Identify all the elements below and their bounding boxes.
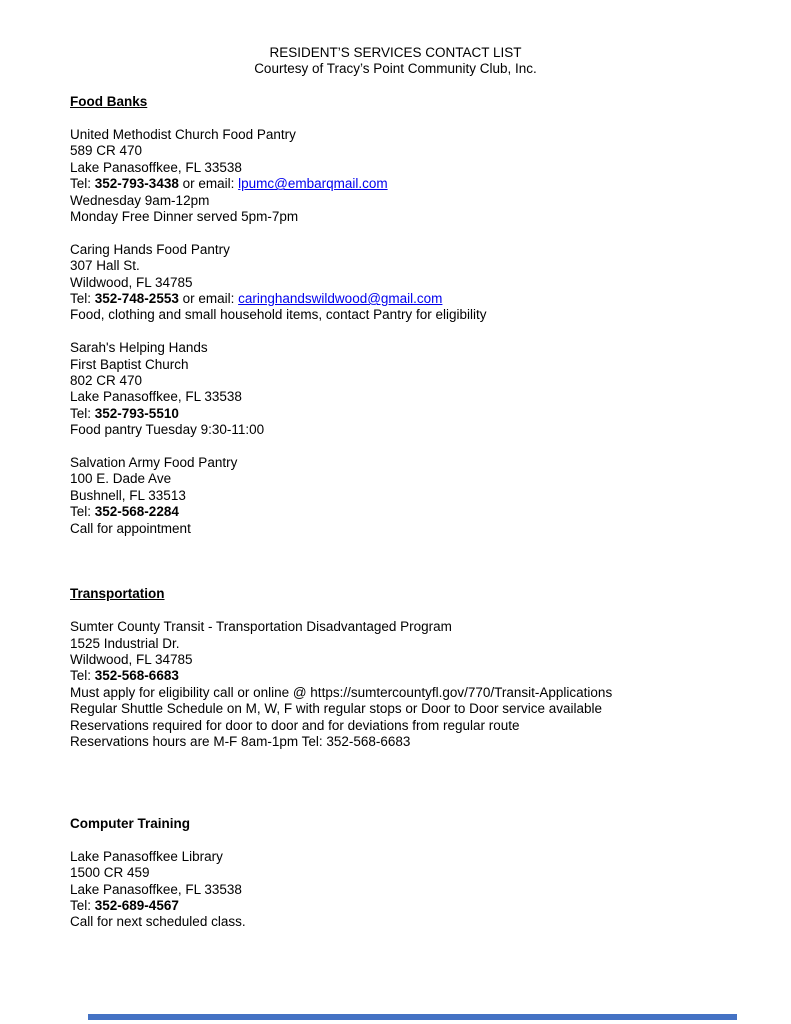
section-heading-food-banks: Food Banks	[70, 94, 148, 110]
entry-line	[70, 193, 721, 209]
phone-number: 352-793-3438	[94, 176, 179, 192]
text-run: Tel:	[70, 668, 95, 684]
entry-line	[70, 488, 721, 504]
entry-line	[70, 619, 721, 635]
text-run: or email:	[178, 176, 239, 192]
text-run: Reservations required for door to door and for deviations from regular route	[70, 717, 520, 733]
text-run: Wildwood, FL 34785	[70, 651, 193, 667]
page-subtitle: Courtesy of Tracy’s Point Community Club, Inc.	[254, 61, 537, 77]
text-run: Bushnell, FL 33513	[70, 487, 186, 503]
text-run: Call for next scheduled class.	[70, 914, 246, 930]
text-run: Tel:	[70, 897, 95, 913]
contact-entry	[70, 242, 721, 324]
section-transportation	[70, 554, 721, 751]
text-run: Food pantry Tuesday 9:30-11:00	[70, 422, 265, 438]
section-heading-transportation: Transportation	[70, 586, 165, 602]
text-run: Lake Panasoffkee, FL 33538	[70, 159, 242, 175]
text-run: Call for appointment	[70, 520, 191, 536]
text-run: 307 Hall St.	[70, 258, 140, 274]
contact-entry	[70, 340, 721, 438]
document-body	[70, 94, 721, 931]
entry-line	[70, 143, 721, 159]
entry-line	[70, 471, 721, 487]
entry-line	[70, 357, 721, 373]
phone-number: 352-568-6683	[94, 668, 179, 684]
text-run: Sarah's Helping Hands	[70, 340, 208, 356]
entry-line	[70, 898, 721, 914]
entry-line	[70, 652, 721, 668]
text-run: 802 CR 470	[70, 373, 143, 389]
email-link[interactable]: caringhandswildwood@gmail.com	[238, 291, 443, 307]
contact-entry	[70, 619, 721, 750]
contact-entry	[70, 849, 721, 931]
text-run: Must apply for eligibility call or online @ https://sumtercountyfl.gov/770/Transit-Applications	[70, 684, 613, 700]
entry-line	[70, 275, 721, 291]
text-run: Lake Panasoffkee, FL 33538	[70, 389, 242, 405]
text-run: 589 CR 470	[70, 143, 143, 159]
entry-line	[70, 865, 721, 881]
text-run: Tel:	[70, 405, 95, 421]
phone-number: 352-748-2553	[94, 291, 179, 307]
entry-line	[70, 242, 721, 258]
entry-line	[70, 373, 721, 389]
text-run: Caring Hands Food Pantry	[70, 241, 230, 257]
text-run: Lake Panasoffkee, FL 33538	[70, 881, 242, 897]
entry-line	[70, 849, 721, 865]
text-run: Monday Free Dinner served 5pm-7pm	[70, 209, 299, 225]
text-run: Regular Shuttle Schedule on M, W, F with regular stops or Door to Door service available	[70, 701, 602, 717]
entry-line	[70, 340, 721, 356]
entry-line	[70, 504, 721, 520]
text-run: Food, clothing and small household items, contact Pantry for eligibility	[70, 307, 487, 323]
text-run: Sumter County Transit - Transportation Disadvantaged Program	[70, 619, 452, 635]
text-run: United Methodist Church Food Pantry	[70, 127, 296, 142]
text-run: 100 E. Dade Ave	[70, 471, 172, 487]
entry-line	[70, 636, 721, 652]
phone-number: 352-793-5510	[94, 405, 179, 421]
text-run: Salvation Army Food Pantry	[70, 455, 238, 471]
contact-entry	[70, 127, 721, 225]
text-run: Wildwood, FL 34785	[70, 274, 193, 290]
entry-line	[70, 307, 721, 323]
section-heading-computer-training: Computer Training	[70, 815, 191, 831]
entry-line	[70, 258, 721, 274]
text-run: Tel:	[70, 504, 95, 520]
phone-number: 352-689-4567	[94, 897, 179, 913]
entry-line	[70, 209, 721, 225]
entry-line	[70, 701, 721, 717]
email-link[interactable]: lpumc@embarqmail.com	[238, 176, 388, 192]
text-run: 1525 Industrial Dr.	[70, 635, 180, 651]
text-run: 1500 CR 459	[70, 865, 150, 881]
section-computer-training	[70, 767, 721, 931]
entry-line	[70, 734, 721, 750]
document-header	[70, 45, 721, 78]
entry-line	[70, 914, 721, 930]
entry-line	[70, 406, 721, 422]
page-title: RESIDENT’S SERVICES CONTACT LIST	[269, 45, 522, 60]
entry-line	[70, 176, 721, 192]
entry-line	[70, 160, 721, 176]
entry-line	[70, 127, 721, 143]
entry-line	[70, 455, 721, 471]
phone-number: 352-568-2284	[94, 504, 179, 520]
text-run: Lake Panasoffkee Library	[70, 848, 223, 864]
text-run: or email:	[178, 291, 239, 307]
entry-line	[70, 668, 721, 684]
entry-line	[70, 422, 721, 438]
entry-line	[70, 291, 721, 307]
text-run: Wednesday 9am-12pm	[70, 192, 210, 208]
text-run: Tel:	[70, 291, 95, 307]
entry-line	[70, 718, 721, 734]
bottom-blue-bar	[88, 1014, 737, 1020]
entry-line	[70, 882, 721, 898]
text-run: Reservations hours are M-F 8am-1pm Tel: 352-568-6683	[70, 733, 411, 749]
entry-line	[70, 685, 721, 701]
text-run: Tel:	[70, 176, 95, 192]
entry-line	[70, 521, 721, 537]
entry-line	[70, 389, 721, 405]
contact-entry	[70, 455, 721, 537]
text-run: First Baptist Church	[70, 356, 189, 372]
section-food-banks	[70, 94, 721, 537]
